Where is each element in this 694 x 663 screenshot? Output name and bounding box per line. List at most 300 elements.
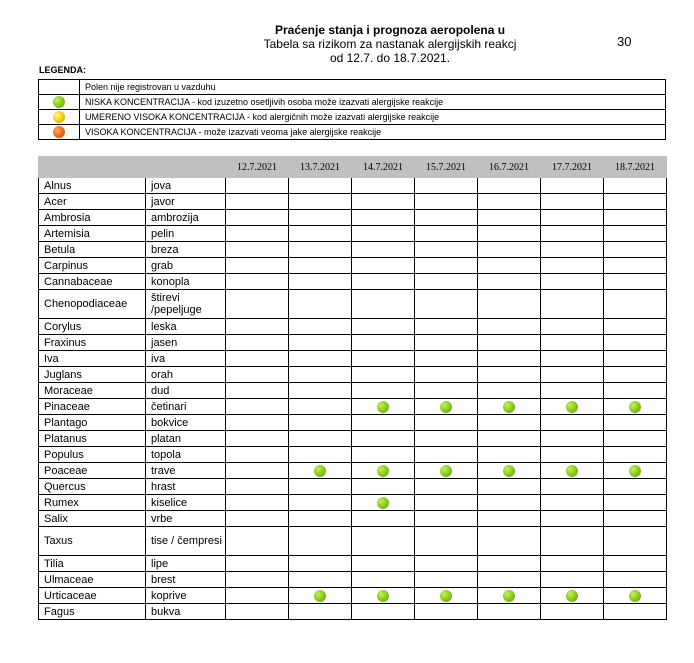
table-row [39, 556, 667, 572]
day-cell [604, 210, 667, 226]
latin-name-cell: Poaceae [39, 463, 146, 479]
latin-name-cell: Acer [39, 194, 146, 210]
legend-row [39, 80, 666, 95]
day-cell [541, 383, 604, 399]
latin-name-cell: Ambrosia [39, 210, 146, 226]
local-name-cell: ambrozija [146, 210, 226, 226]
day-cell [226, 290, 289, 319]
day-cell [478, 495, 541, 511]
day-cell [541, 210, 604, 226]
day-cell [604, 399, 667, 415]
day-cell [352, 479, 415, 495]
day-cell [352, 335, 415, 351]
local-name-cell: iva [146, 351, 226, 367]
day-cell [604, 447, 667, 463]
day-cell [604, 367, 667, 383]
day-cell [541, 351, 604, 367]
document-period: od 12.7. do 18.7.2021. [329, 51, 451, 65]
local-name-cell: jova [146, 178, 226, 194]
day-cell [289, 447, 352, 463]
day-cell [541, 495, 604, 511]
day-cell [541, 572, 604, 588]
day-cell [604, 351, 667, 367]
table-row [39, 194, 667, 210]
day-cell [352, 588, 415, 604]
legend-high-dot-icon [53, 126, 65, 138]
local-name-cell: lipe [146, 556, 226, 572]
concentration-low-dot-icon [314, 465, 326, 477]
day-cell [289, 572, 352, 588]
day-cell [289, 274, 352, 290]
table-row [39, 604, 667, 620]
day-cell [352, 495, 415, 511]
day-cell [541, 527, 604, 556]
day-cell [289, 226, 352, 242]
day-cell [415, 178, 478, 194]
day-cell [604, 319, 667, 335]
day-cell [352, 178, 415, 194]
latin-name-cell: Rumex [39, 495, 146, 511]
legend-row [39, 125, 666, 140]
date-header: 12.7.2021 [226, 157, 289, 178]
day-cell [541, 335, 604, 351]
day-cell [415, 431, 478, 447]
day-cell [226, 415, 289, 431]
day-cell [478, 258, 541, 274]
day-cell [415, 367, 478, 383]
day-cell [415, 588, 478, 604]
page-number: 30 [617, 34, 632, 49]
day-cell [289, 242, 352, 258]
day-cell [352, 226, 415, 242]
day-cell [352, 242, 415, 258]
local-name-cell: bukva [146, 604, 226, 620]
latin-name-cell: Moraceae [39, 383, 146, 399]
table-row [39, 431, 667, 447]
table-row [39, 290, 667, 319]
day-cell [415, 290, 478, 319]
day-cell [352, 463, 415, 479]
day-cell [352, 431, 415, 447]
day-cell [352, 351, 415, 367]
day-cell [415, 447, 478, 463]
document-title: Praćenje stanja i prognoza aeropolena u [274, 23, 506, 37]
day-cell [541, 415, 604, 431]
day-cell [478, 463, 541, 479]
local-name-cell: leska [146, 319, 226, 335]
concentration-low-dot-icon [440, 401, 452, 413]
day-cell [289, 527, 352, 556]
day-cell [289, 210, 352, 226]
legend-swatch [39, 95, 80, 110]
concentration-low-dot-icon [629, 590, 641, 602]
day-cell [478, 447, 541, 463]
latin-name-cell: Populus [39, 447, 146, 463]
table-row [39, 178, 667, 194]
concentration-low-dot-icon [566, 465, 578, 477]
day-cell [289, 258, 352, 274]
day-cell [541, 556, 604, 572]
legend-text: NISKA KONCENTRACIJA - kod izuzetno osetljivih osoba može izazvati alergijske reakcije [80, 95, 666, 110]
concentration-low-dot-icon [503, 590, 515, 602]
local-name-cell: trave [146, 463, 226, 479]
day-cell [478, 178, 541, 194]
day-cell [226, 588, 289, 604]
table-row [39, 588, 667, 604]
day-cell [226, 479, 289, 495]
day-cell [415, 527, 478, 556]
date-header: 14.7.2021 [352, 157, 415, 178]
date-header: 16.7.2021 [478, 157, 541, 178]
table-row [39, 258, 667, 274]
day-cell [478, 479, 541, 495]
day-cell [604, 556, 667, 572]
concentration-low-dot-icon [314, 590, 326, 602]
day-cell [415, 351, 478, 367]
day-cell [478, 383, 541, 399]
date-header: 17.7.2021 [541, 157, 604, 178]
latin-name-cell: Corylus [39, 319, 146, 335]
day-cell [352, 511, 415, 527]
day-cell [478, 319, 541, 335]
day-cell [289, 351, 352, 367]
day-cell [478, 194, 541, 210]
latin-name-cell: Taxus [39, 527, 146, 556]
day-cell [352, 194, 415, 210]
day-cell [604, 511, 667, 527]
day-cell [415, 604, 478, 620]
day-cell [352, 383, 415, 399]
day-cell [226, 447, 289, 463]
latin-name-cell: Platanus [39, 431, 146, 447]
table-row [39, 335, 667, 351]
day-cell [541, 242, 604, 258]
concentration-low-dot-icon [377, 465, 389, 477]
pollen-risk-table [38, 156, 667, 620]
day-cell [415, 274, 478, 290]
day-cell [541, 588, 604, 604]
day-cell [604, 335, 667, 351]
day-cell [352, 604, 415, 620]
latin-name-cell: Fraxinus [39, 335, 146, 351]
day-cell [478, 556, 541, 572]
local-name-cell: kiselice [146, 495, 226, 511]
legend-text: Polen nije registrovan u vazduhu [80, 80, 666, 95]
day-cell [478, 399, 541, 415]
document-subtitle: Tabela sa rizikom za nastanak alergijskih reakcj [263, 37, 517, 51]
day-cell [478, 335, 541, 351]
day-cell [352, 415, 415, 431]
latin-name-cell: Ulmaceae [39, 572, 146, 588]
day-cell [604, 194, 667, 210]
table-row [39, 572, 667, 588]
concentration-low-dot-icon [377, 590, 389, 602]
latin-name-cell: Iva [39, 351, 146, 367]
latin-name-cell: Artemisia [39, 226, 146, 242]
day-cell [289, 367, 352, 383]
table-row [39, 463, 667, 479]
day-cell [541, 290, 604, 319]
day-cell [478, 210, 541, 226]
table-row [39, 319, 667, 335]
day-cell [478, 527, 541, 556]
day-cell [604, 226, 667, 242]
day-cell [415, 399, 478, 415]
local-name-cell: četinari [146, 399, 226, 415]
day-cell [415, 479, 478, 495]
legend-row [39, 95, 666, 110]
day-cell [415, 556, 478, 572]
local-name-cell: hrast [146, 479, 226, 495]
day-cell [415, 335, 478, 351]
latin-name-cell: Urticaceae [39, 588, 146, 604]
latin-name-cell: Juglans [39, 367, 146, 383]
day-cell [289, 431, 352, 447]
latin-name-cell: Plantago [39, 415, 146, 431]
legend-title: LEGENDA: [39, 65, 86, 75]
concentration-low-dot-icon [377, 401, 389, 413]
local-name-cell: brest [146, 572, 226, 588]
day-cell [604, 572, 667, 588]
local-name-cell: vrbe [146, 511, 226, 527]
day-cell [352, 290, 415, 319]
local-name-cell: breza [146, 242, 226, 258]
day-cell [415, 415, 478, 431]
day-cell [352, 556, 415, 572]
day-cell [289, 415, 352, 431]
day-cell [352, 319, 415, 335]
day-cell [226, 194, 289, 210]
legend-moderate-dot-icon [53, 111, 65, 123]
concentration-low-dot-icon [629, 401, 641, 413]
local-name-cell: pelin [146, 226, 226, 242]
day-cell [541, 226, 604, 242]
legend-text: UMERENO VISOKA KONCENTRACIJA - kod alergičnih može izazvati alergijske reakcije [80, 110, 666, 125]
concentration-low-dot-icon [503, 401, 515, 413]
day-cell [478, 511, 541, 527]
local-name-cell: štirevi /pepeljuge [146, 290, 226, 319]
day-cell [289, 556, 352, 572]
day-cell [604, 527, 667, 556]
legend-swatch [39, 125, 80, 140]
latin-name-cell: Betula [39, 242, 146, 258]
latin-name-cell: Carpinus [39, 258, 146, 274]
day-cell [226, 383, 289, 399]
header-blank-local [146, 157, 226, 178]
day-cell [415, 383, 478, 399]
day-cell [478, 367, 541, 383]
legend-low-dot-icon [53, 96, 65, 108]
day-cell [541, 604, 604, 620]
day-cell [541, 399, 604, 415]
concentration-low-dot-icon [377, 497, 389, 509]
table-row [39, 367, 667, 383]
concentration-low-dot-icon [566, 401, 578, 413]
date-header: 15.7.2021 [415, 157, 478, 178]
day-cell [226, 572, 289, 588]
table-row [39, 495, 667, 511]
day-cell [352, 274, 415, 290]
day-cell [226, 258, 289, 274]
day-cell [226, 319, 289, 335]
day-cell [289, 194, 352, 210]
concentration-low-dot-icon [440, 465, 452, 477]
date-header: 18.7.2021 [604, 157, 667, 178]
day-cell [478, 604, 541, 620]
day-cell [289, 479, 352, 495]
date-header: 13.7.2021 [289, 157, 352, 178]
table-row [39, 527, 667, 556]
local-name-cell: jasen [146, 335, 226, 351]
day-cell [604, 479, 667, 495]
legend-text: VISOKA KONCENTRACIJA - može izazvati veoma jake alergijske reakcije [80, 125, 666, 140]
day-cell [478, 226, 541, 242]
table-row [39, 511, 667, 527]
day-cell [352, 367, 415, 383]
day-cell [226, 335, 289, 351]
day-cell [226, 527, 289, 556]
day-cell [604, 431, 667, 447]
day-cell [415, 226, 478, 242]
table-row [39, 351, 667, 367]
day-cell [541, 367, 604, 383]
concentration-low-dot-icon [629, 465, 641, 477]
day-cell [226, 351, 289, 367]
latin-name-cell: Pinaceae [39, 399, 146, 415]
day-cell [541, 319, 604, 335]
day-cell [289, 178, 352, 194]
latin-name-cell: Alnus [39, 178, 146, 194]
day-cell [352, 399, 415, 415]
day-cell [352, 447, 415, 463]
day-cell [289, 383, 352, 399]
day-cell [352, 572, 415, 588]
legend-table [38, 79, 666, 140]
day-cell [478, 572, 541, 588]
day-cell [604, 242, 667, 258]
table-row [39, 399, 667, 415]
day-cell [289, 290, 352, 319]
day-cell [541, 274, 604, 290]
day-cell [541, 258, 604, 274]
day-cell [415, 572, 478, 588]
day-cell [541, 511, 604, 527]
day-cell [604, 463, 667, 479]
local-name-cell: javor [146, 194, 226, 210]
local-name-cell: konopla [146, 274, 226, 290]
day-cell [541, 178, 604, 194]
local-name-cell: grab [146, 258, 226, 274]
concentration-low-dot-icon [566, 590, 578, 602]
day-cell [415, 242, 478, 258]
header-blank-latin [39, 157, 146, 178]
day-cell [226, 463, 289, 479]
latin-name-cell: Tilia [39, 556, 146, 572]
day-cell [478, 415, 541, 431]
day-cell [226, 210, 289, 226]
legend-row [39, 110, 666, 125]
day-cell [226, 226, 289, 242]
day-cell [352, 210, 415, 226]
day-cell [478, 431, 541, 447]
day-cell [415, 511, 478, 527]
day-cell [226, 367, 289, 383]
day-cell [415, 319, 478, 335]
day-cell [604, 604, 667, 620]
latin-name-cell: Salix [39, 511, 146, 527]
day-cell [226, 399, 289, 415]
day-cell [604, 415, 667, 431]
local-name-cell: dud [146, 383, 226, 399]
day-cell [226, 431, 289, 447]
local-name-cell: koprive [146, 588, 226, 604]
legend-swatch [39, 110, 80, 125]
day-cell [226, 242, 289, 258]
day-cell [604, 178, 667, 194]
day-cell [226, 274, 289, 290]
day-cell [415, 258, 478, 274]
day-cell [415, 495, 478, 511]
day-cell [604, 495, 667, 511]
day-cell [289, 588, 352, 604]
day-cell [604, 258, 667, 274]
day-cell [478, 351, 541, 367]
day-cell [478, 274, 541, 290]
day-cell [541, 194, 604, 210]
local-name-cell: topola [146, 447, 226, 463]
table-row [39, 479, 667, 495]
day-cell [478, 588, 541, 604]
concentration-low-dot-icon [440, 590, 452, 602]
day-cell [289, 511, 352, 527]
table-row [39, 226, 667, 242]
day-cell [478, 242, 541, 258]
day-cell [226, 178, 289, 194]
table-row [39, 383, 667, 399]
latin-name-cell: Chenopodiaceae [39, 290, 146, 319]
day-cell [415, 210, 478, 226]
day-cell [604, 383, 667, 399]
day-cell [289, 495, 352, 511]
table-row [39, 415, 667, 431]
day-cell [541, 479, 604, 495]
day-cell [226, 604, 289, 620]
day-cell [289, 335, 352, 351]
day-cell [604, 588, 667, 604]
day-cell [541, 463, 604, 479]
local-name-cell: platan [146, 431, 226, 447]
day-cell [226, 495, 289, 511]
day-cell [415, 463, 478, 479]
day-cell [478, 290, 541, 319]
day-cell [604, 290, 667, 319]
local-name-cell: bokvice [146, 415, 226, 431]
day-cell [604, 274, 667, 290]
latin-name-cell: Quercus [39, 479, 146, 495]
day-cell [415, 194, 478, 210]
local-name-cell: orah [146, 367, 226, 383]
table-row [39, 447, 667, 463]
day-cell [289, 319, 352, 335]
day-cell [541, 431, 604, 447]
table-row [39, 210, 667, 226]
local-name-cell: tise / čempresi [146, 527, 226, 556]
table-row [39, 274, 667, 290]
day-cell [226, 511, 289, 527]
day-cell [352, 258, 415, 274]
concentration-low-dot-icon [503, 465, 515, 477]
day-cell [541, 447, 604, 463]
